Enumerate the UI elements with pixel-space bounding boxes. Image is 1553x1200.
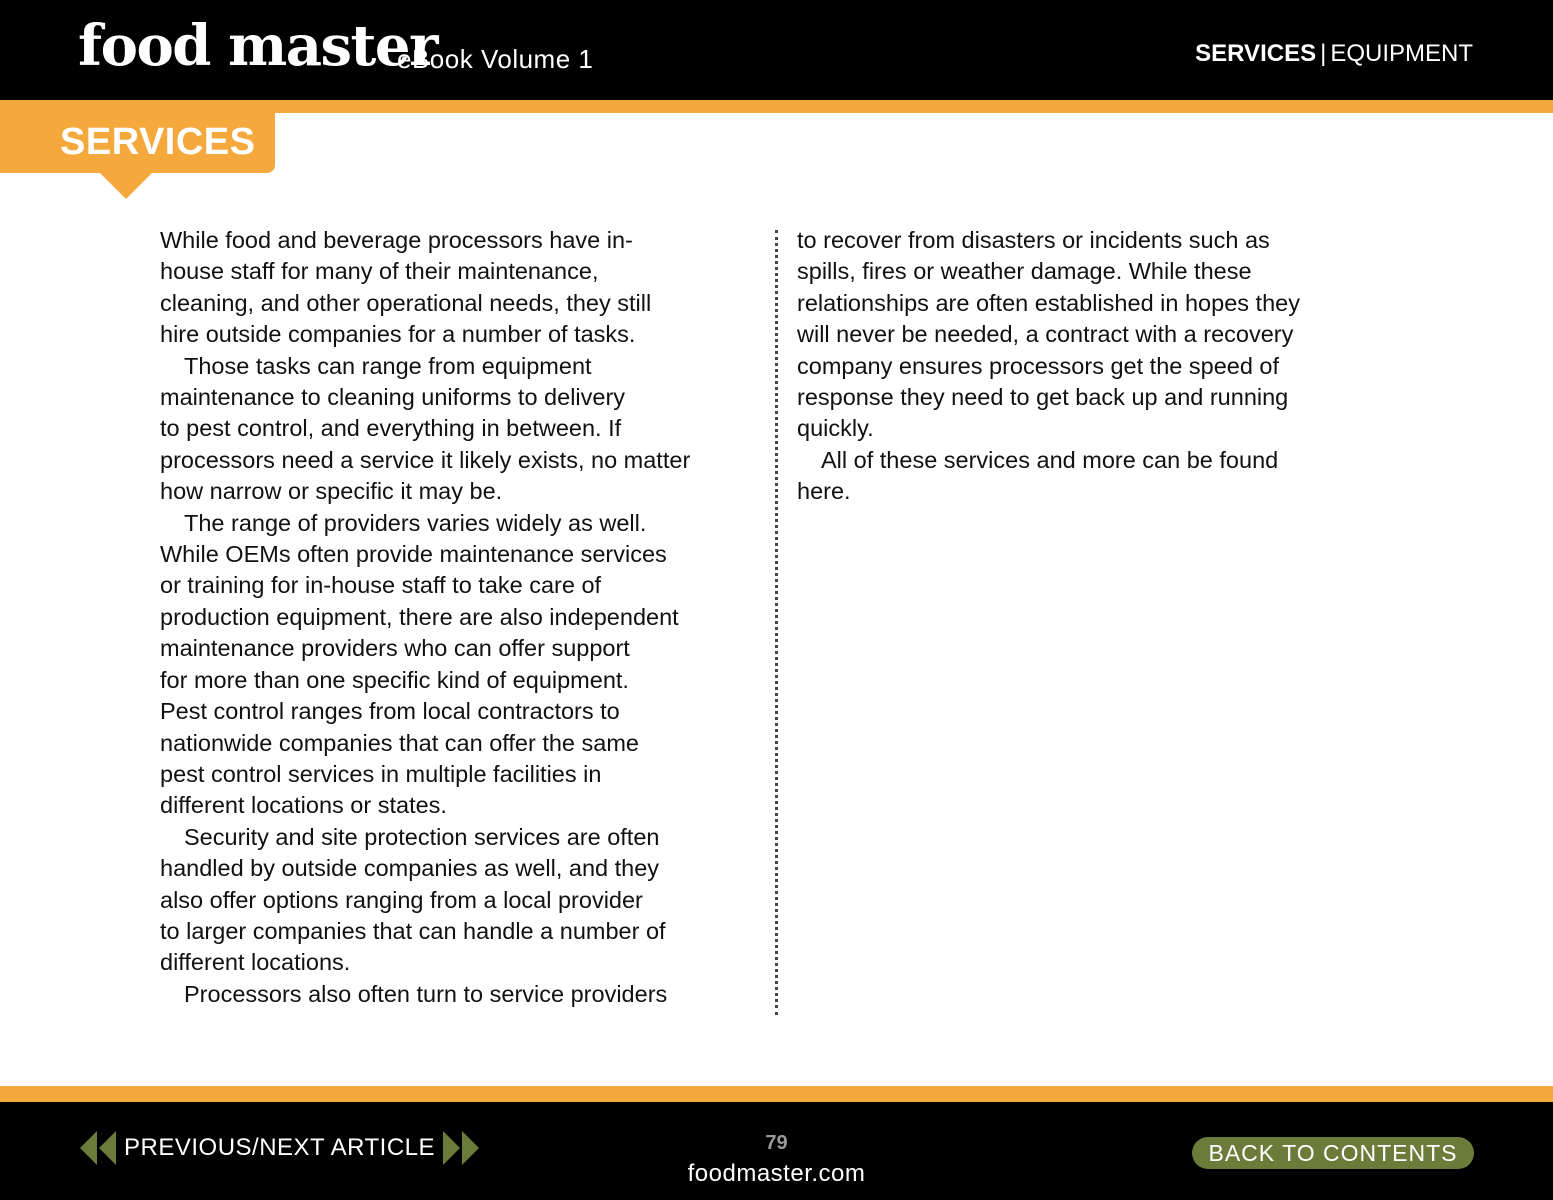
article-column-right — [797, 225, 1397, 508]
article-line: for more than one specific kind of equipment. — [160, 666, 629, 693]
section-nav — [1195, 40, 1473, 68]
article-line: cleaning, and other operational needs, they still — [160, 289, 652, 316]
article-line: maintenance providers who can offer support — [160, 635, 630, 662]
article-line: nationwide companies that can offer the same — [160, 729, 639, 756]
article-line: different locations or states. — [160, 792, 447, 819]
article-line: or training for in-house staff to take care of — [160, 572, 602, 599]
site-url-link[interactable]: foodmaster.com — [687, 1160, 866, 1187]
article-line: spills, fires or weather damage. While these — [797, 258, 1252, 285]
article-line: Security and site protection services are often — [184, 823, 660, 850]
article-line: production equipment, there are also independent — [160, 603, 679, 630]
ebook-volume-label: eBook Volume 1 — [397, 44, 594, 74]
article-line: The range of providers varies widely as well. — [184, 509, 647, 536]
article-line: company ensures processors get the speed of — [797, 352, 1280, 379]
article-line: While food and beverage processors have in- — [160, 227, 633, 253]
article-line: to pest control, and everything in between. If — [160, 415, 622, 442]
nav-separator: | — [1320, 40, 1327, 67]
article-line: will never be needed, a contract with a recovery — [797, 321, 1294, 348]
article-line: All of these services and more can be found — [821, 446, 1279, 473]
article-line: different locations. — [160, 949, 351, 976]
column-divider — [775, 230, 778, 1015]
article-line: also offer options ranging from a local provider — [160, 886, 643, 913]
header-accent-stripe — [0, 100, 1553, 113]
page-number: 79 — [765, 1132, 788, 1154]
section-tab-pointer — [100, 173, 152, 199]
footer-accent-stripe — [0, 1086, 1553, 1102]
brand-logo: food master — [78, 13, 438, 79]
article-column-left — [160, 225, 760, 1010]
nav-services-link[interactable]: SERVICES — [1195, 40, 1317, 67]
article-line: to larger companies that can handle a number of — [160, 917, 666, 944]
article-line: quickly. — [797, 415, 874, 442]
section-title: SERVICES — [60, 121, 256, 163]
back-to-contents-button[interactable]: BACK TO CONTENTS — [1192, 1137, 1474, 1169]
article-line: here. — [797, 478, 851, 505]
header-bar — [0, 0, 1553, 100]
prev-next-label[interactable]: PREVIOUS/NEXT ARTICLE — [124, 1134, 436, 1161]
article-line: to recover from disasters or incidents such as — [797, 227, 1270, 253]
article-line: how narrow or specific it may be. — [160, 478, 503, 505]
section-tab — [0, 113, 275, 173]
article-line: handled by outside companies as well, and they — [160, 855, 660, 882]
article-line: Those tasks can range from equipment — [184, 352, 592, 379]
article-line: house staff for many of their maintenance, — [160, 258, 599, 285]
article-line: maintenance to cleaning uniforms to delivery — [160, 384, 626, 411]
article-line: Processors also often turn to service providers — [184, 980, 668, 1007]
article-line: processors need a service it likely exists, no matter — [160, 446, 691, 473]
article-line: While OEMs often provide maintenance services — [160, 541, 667, 568]
article-line: relationships are often established in hopes they — [797, 289, 1300, 316]
article-line: response they need to get back up and running — [797, 384, 1289, 411]
nav-equipment-link[interactable]: EQUIPMENT — [1330, 40, 1473, 67]
article-line: hire outside companies for a number of tasks. — [160, 321, 636, 348]
article-line: pest control services in multiple facilities in — [160, 760, 602, 787]
article-line: Pest control ranges from local contractors to — [160, 698, 620, 725]
